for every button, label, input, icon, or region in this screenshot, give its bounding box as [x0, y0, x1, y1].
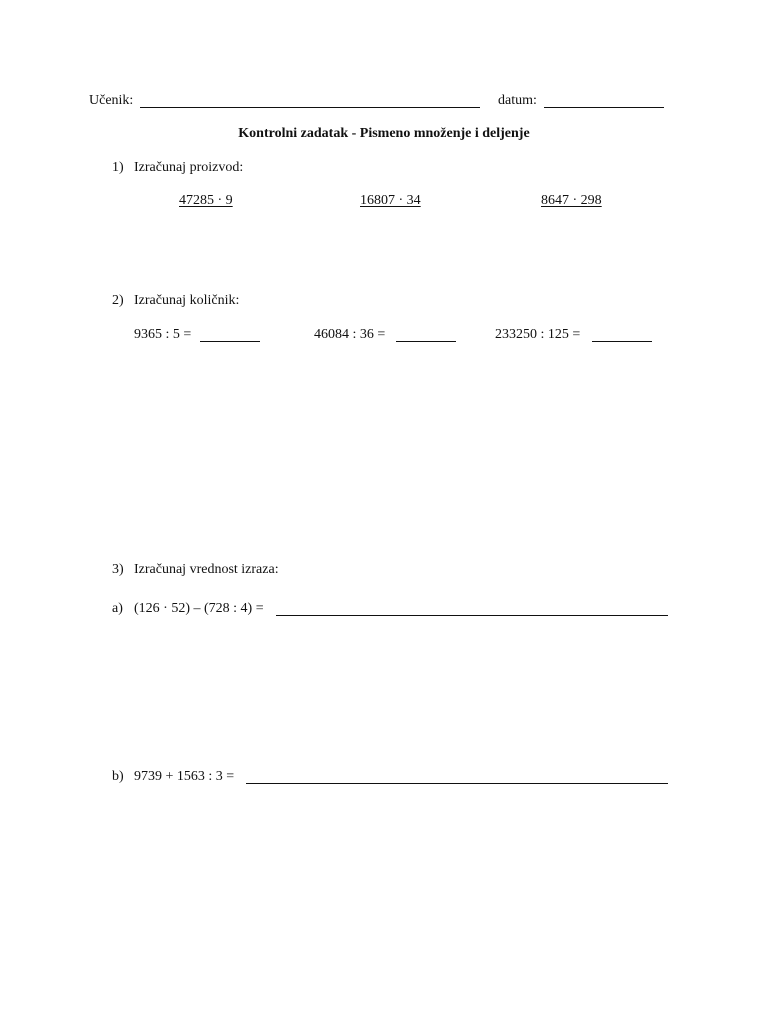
task2-problem-1: 9365 : 5 =: [134, 327, 192, 342]
task2-number: 2): [112, 293, 124, 308]
task1-problem-1: 47285 · 9: [179, 193, 233, 208]
task2-problem-2: 46084 : 36 =: [314, 327, 386, 342]
task3-number: 3): [112, 562, 124, 577]
task2-answer-1[interactable]: [200, 341, 260, 342]
date-field[interactable]: [544, 107, 664, 108]
task1-problem-3: 8647 · 298: [541, 193, 602, 208]
task3b-label: b): [112, 769, 124, 784]
task2-answer-3[interactable]: [592, 341, 652, 342]
task3a-label: a): [112, 601, 123, 616]
task1-number: 1): [112, 160, 124, 175]
task1-problem-2: 16807 · 34: [360, 193, 421, 208]
student-label: Učenik:: [89, 93, 134, 108]
page-title: Kontrolni zadatak - Pismeno množenje i deljenje: [238, 126, 530, 141]
task3-prompt: Izračunaj vrednost izraza:: [134, 562, 279, 577]
task1-prompt: Izračunaj proizvod:: [134, 160, 244, 175]
task2-answer-2[interactable]: [396, 341, 456, 342]
task3b-expression: 9739 + 1563 : 3 =: [134, 769, 235, 784]
task3a-answer[interactable]: [276, 615, 668, 616]
date-label: datum:: [498, 93, 537, 108]
task2-problem-3: 233250 : 125 =: [495, 327, 581, 342]
task2-prompt: Izračunaj količnik:: [134, 293, 240, 308]
task3a-expression: (126 · 52) – (728 : 4) =: [134, 601, 264, 616]
task3b-answer[interactable]: [246, 783, 668, 784]
student-name-field[interactable]: [140, 107, 480, 108]
